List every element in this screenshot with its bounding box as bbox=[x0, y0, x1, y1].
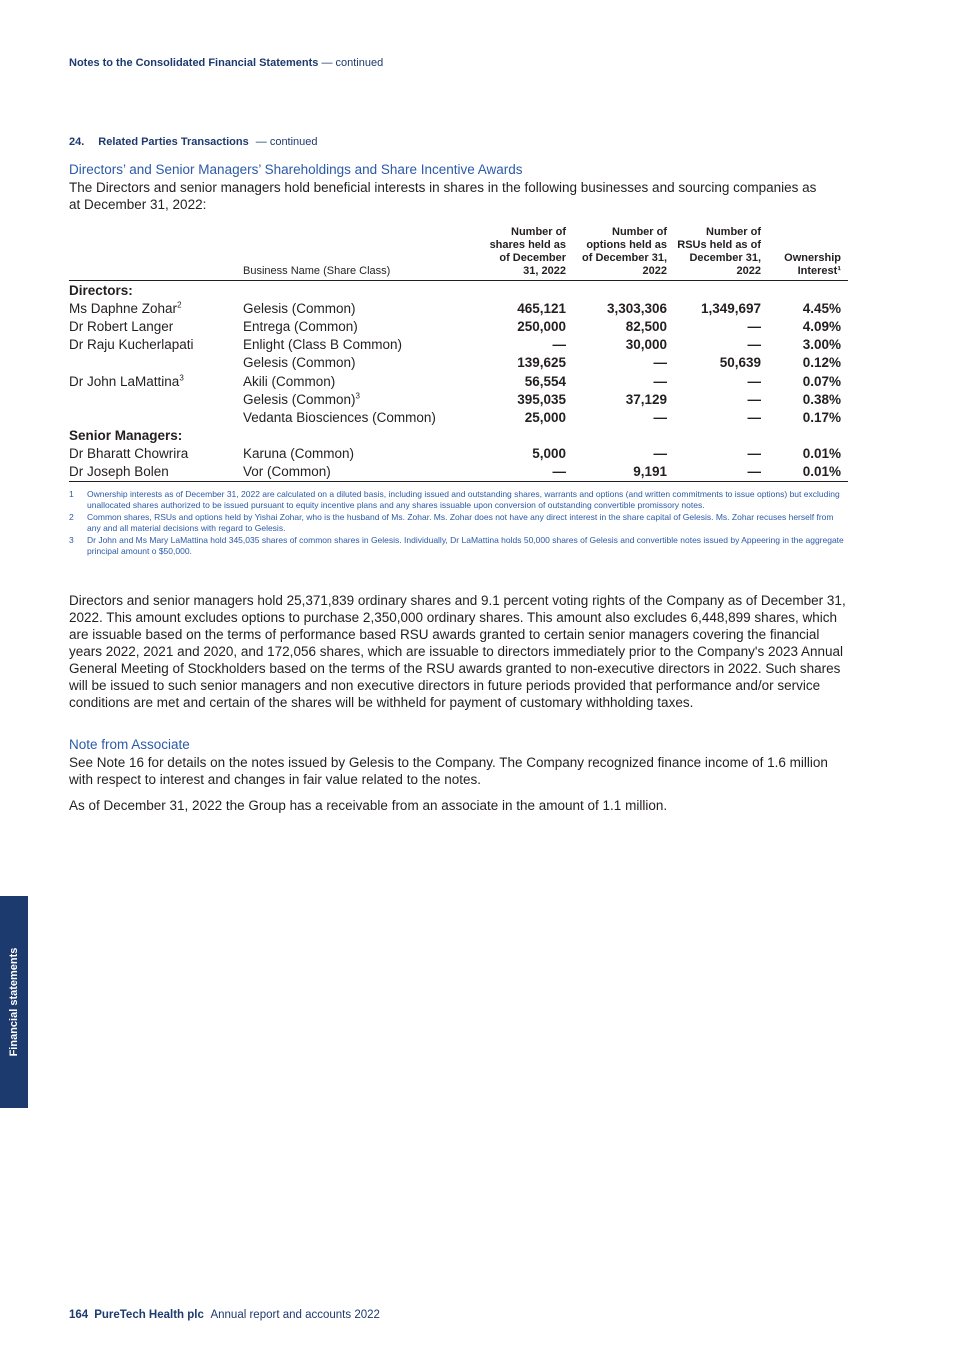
cell-rsus: — bbox=[747, 337, 761, 353]
cell-options: 9,191 bbox=[633, 464, 667, 480]
footnote-number: 2 bbox=[69, 512, 74, 522]
paragraph-receivable: As of December 31, 2022 the Group has a receivable from an associate in the amount of 1.1 million. bbox=[69, 798, 668, 813]
running-header-continued: — continued bbox=[321, 57, 384, 69]
cell-name: Dr Bharatt Chowrira bbox=[69, 446, 189, 462]
cell-business: Vedanta Biosciences (Common) bbox=[243, 409, 436, 425]
section-continued: — continued bbox=[255, 136, 318, 148]
table-row bbox=[69, 354, 848, 372]
table-row bbox=[69, 390, 848, 408]
cell-options: 82,500 bbox=[625, 318, 667, 334]
cell-options: — bbox=[653, 446, 667, 462]
footnote-text: Common shares, RSUs and options held by Yishai Zohar, who is the husband of Ms. Zohar. Ms. Zohar does not have any direct interest in the share capital of Gelesis. Ms. Zohar recuses herself from any and all material decisions with regard to Gelesis. bbox=[87, 512, 834, 533]
footnote-number: 3 bbox=[69, 535, 74, 545]
header-options: Number of options held as of December 31, 2022 bbox=[582, 226, 667, 277]
footnote-text: Dr John and Ms Mary LaMattina hold 345,035 shares of common shares in Gelesis. Individually, Dr LaMattina holds 50,000 shares of Gelesis and convertible notes issued by Appeering in the aggregate principal amount o $50,000. bbox=[87, 535, 844, 556]
cell-shares: 139,625 bbox=[517, 355, 566, 371]
cell-ownership: 0.07% bbox=[802, 373, 841, 389]
cell-ownership: 3.00% bbox=[802, 337, 841, 353]
group-label: Directors: bbox=[69, 282, 133, 298]
side-tab-label: Financial statements bbox=[8, 947, 20, 1057]
cell-rsus: 1,349,697 bbox=[700, 300, 761, 316]
table-row bbox=[69, 336, 848, 354]
cell-ownership: 4.09% bbox=[802, 318, 841, 334]
cell-business: Karuna (Common) bbox=[243, 446, 355, 462]
cell-name: Ms Daphne Zohar$^2$ bbox=[69, 300, 182, 316]
cell-options: 3,303,306 bbox=[606, 300, 667, 316]
cell-rsus: — bbox=[747, 464, 761, 480]
cell-ownership: 0.38% bbox=[802, 391, 841, 407]
running-header-title: Notes to the Consolidated Financial Statements bbox=[69, 57, 319, 69]
table-header-row bbox=[69, 226, 848, 281]
cell-rsus: — bbox=[747, 446, 761, 462]
cell-rsus: 50,639 bbox=[719, 355, 761, 371]
section-title: Related Parties Transactions bbox=[98, 136, 249, 148]
group-label: Senior Managers: bbox=[69, 428, 183, 444]
page-footer bbox=[69, 1309, 380, 1321]
cell-name: Dr Joseph Bolen bbox=[69, 464, 169, 480]
cell-shares: 395,035 bbox=[517, 391, 566, 407]
footnote-text: Ownership interests as of December 31, 2022 are calculated on a diluted basis, including issued and outstanding shares, warrants and options (and written commitments to issue options) but excluding unallocated shares authorized to be issued pursuant to equity incentive plans and any shares issuable upon conversion of outstanding convertible promissory notes. bbox=[87, 489, 840, 510]
subheading-shareholdings: Directors’ and Senior Managers’ Shareholdings and Share Incentive Awards bbox=[69, 162, 523, 177]
table-row bbox=[69, 408, 848, 426]
cell-options: 37,129 bbox=[625, 391, 667, 407]
holdings-table bbox=[69, 226, 848, 482]
footnote-ref: 3 bbox=[179, 373, 184, 383]
footnote bbox=[69, 489, 849, 511]
cell-shares: — bbox=[552, 337, 566, 353]
page-number: 164 bbox=[69, 1309, 89, 1321]
section-side-tab bbox=[0, 896, 28, 1108]
cell-rsus: — bbox=[747, 409, 761, 425]
cell-business: Gelesis (Common) bbox=[243, 300, 356, 316]
cell-name bbox=[69, 390, 243, 408]
paragraph-holdings-summary: Directors and senior managers hold 25,371,839 ordinary shares and 9.1 percent voting rights of the Company as of December 31, 2022. This amount excludes options to purchase 2,350,000 ordinary shares. This amount also excludes 6,448,899 shares, which are issuable based on the terms of performance based RSU awards granted to certain senior managers covering the financial years 2022, 2021 and 2020, and 172,056 shares, which are issuable to directors immediately prior to the Company's 2023 Annual General Meeting of Stockholders based on the terms of the RSU awards granted to non-executive directors in 2022. Such shares will be issued to such senior managers and non executive directors in future periods provided that performance and/or service conditions are met and certain of the shares will be withheld for payment of customary withholding taxes. bbox=[69, 593, 846, 710]
section-number: 24. bbox=[69, 136, 85, 148]
intro-paragraph: The Directors and senior managers hold beneficial interests in shares in the following businesses and sourcing companies as at December 31, 2022: bbox=[69, 180, 817, 212]
paragraph-associate-notes: See Note 16 for details on the notes issued by Gelesis to the Company. The Company recognized finance income of 1.6 million with respect to interest and changes in fair value related to the notes. bbox=[69, 755, 828, 787]
cell-rsus: — bbox=[747, 391, 761, 407]
footnote bbox=[69, 535, 849, 557]
footnote-ref: 3 bbox=[355, 391, 360, 401]
table-row bbox=[69, 445, 848, 463]
header-name bbox=[69, 226, 243, 281]
cell-name bbox=[69, 354, 243, 372]
cell-business: Vor (Common) bbox=[243, 464, 331, 480]
cell-shares: 465,121 bbox=[517, 300, 566, 316]
footer-company: PureTech Health plc bbox=[94, 1309, 204, 1321]
cell-options: — bbox=[653, 409, 667, 425]
footnote-ref: 2 bbox=[177, 300, 182, 310]
cell-business: Akili (Common) bbox=[243, 373, 336, 389]
cell-ownership: 0.12% bbox=[802, 355, 841, 371]
cell-rsus: — bbox=[747, 318, 761, 334]
cell-ownership: 0.01% bbox=[802, 464, 841, 480]
header-rsus: Number of RSUs held as of December 31, 2022 bbox=[677, 226, 761, 277]
cell-name bbox=[69, 408, 243, 426]
cell-ownership: 0.01% bbox=[802, 446, 841, 462]
cell-options: — bbox=[653, 373, 667, 389]
cell-shares: 56,554 bbox=[524, 373, 566, 389]
section-heading bbox=[69, 136, 318, 148]
cell-options: — bbox=[653, 355, 667, 371]
table-group-row bbox=[69, 427, 848, 445]
cell-ownership: 0.17% bbox=[802, 409, 841, 425]
cell-name: Dr John LaMattina$^3$ bbox=[69, 373, 184, 389]
cell-business: Gelesis (Common) bbox=[243, 355, 356, 371]
cell-business: Enlight (Class B Common) bbox=[243, 337, 403, 353]
table-row bbox=[69, 372, 848, 390]
footer-doc-title: Annual report and accounts 2022 bbox=[210, 1309, 380, 1321]
table-row bbox=[69, 317, 848, 335]
cell-shares: — bbox=[552, 464, 566, 480]
header-business: Business Name (Share Class) bbox=[243, 265, 391, 277]
table-row bbox=[69, 463, 848, 482]
running-header bbox=[69, 57, 383, 69]
footnote-number: 1 bbox=[69, 489, 74, 499]
cell-business: Entrega (Common) bbox=[243, 318, 358, 334]
cell-name: Dr Raju Kucherlapati bbox=[69, 337, 194, 353]
footnotes bbox=[69, 489, 849, 558]
cell-shares: 5,000 bbox=[532, 446, 566, 462]
cell-rsus: — bbox=[747, 373, 761, 389]
header-shares: Number of shares held as of December 31, 2022 bbox=[489, 226, 566, 277]
cell-shares: 250,000 bbox=[517, 318, 566, 334]
subheading-note-from-associate: Note from Associate bbox=[69, 737, 190, 752]
table-row bbox=[69, 299, 848, 317]
cell-options: 30,000 bbox=[625, 337, 667, 353]
cell-name: Dr Robert Langer bbox=[69, 318, 174, 334]
cell-ownership: 4.45% bbox=[802, 300, 841, 316]
cell-business: Gelesis (Common)$^3$ bbox=[243, 391, 360, 407]
cell-shares: 25,000 bbox=[524, 409, 566, 425]
table-group-row bbox=[69, 281, 848, 300]
header-ownership: Ownership Interest¹ bbox=[784, 252, 841, 277]
footnote bbox=[69, 512, 849, 534]
